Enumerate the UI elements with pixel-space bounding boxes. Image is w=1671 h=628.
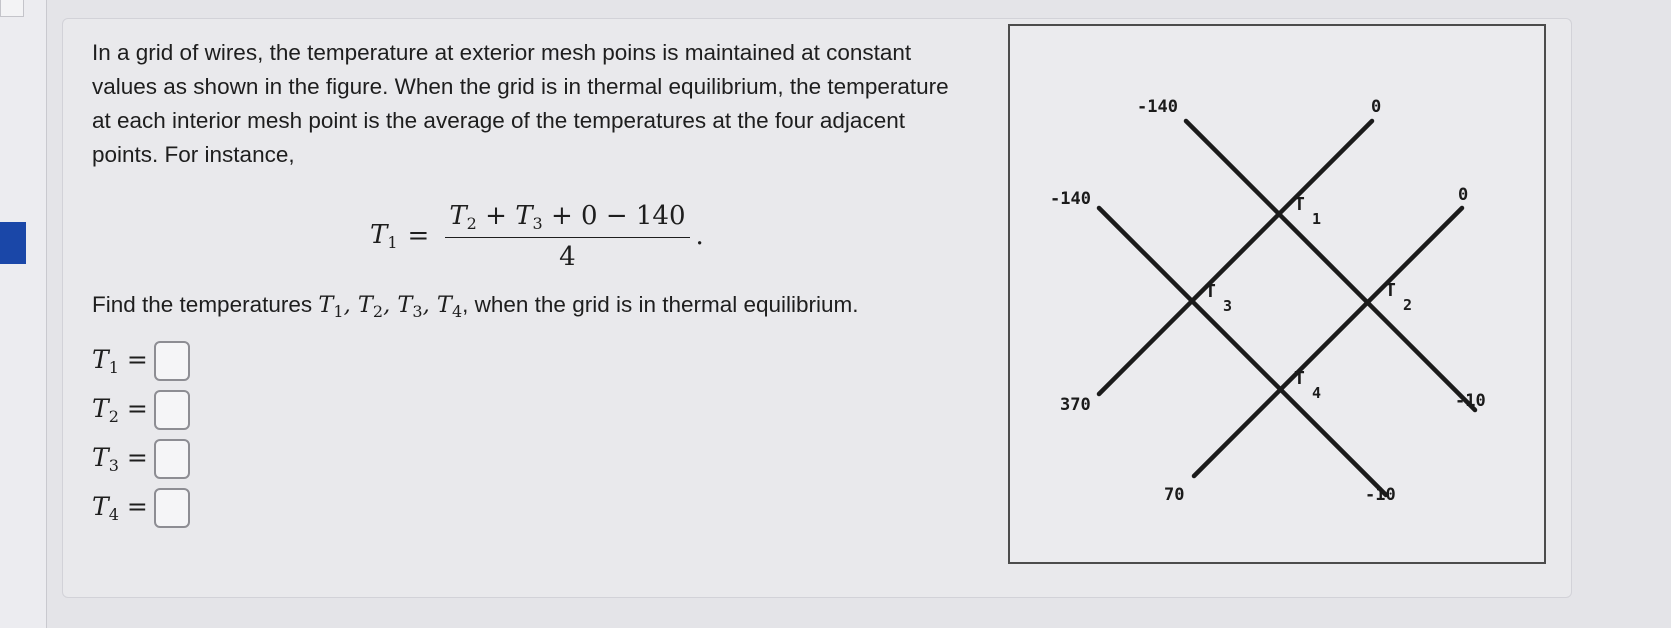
svg-text:T: T [1385, 280, 1396, 301]
node-t3 [1205, 281, 1232, 315]
label-bottom-right: -10 [1365, 485, 1396, 505]
answer-input-t4[interactable] [154, 488, 190, 528]
find-variables: $T_1$, $T_2$, $T_3$, $T_4$ [318, 292, 463, 321]
wire-c [1099, 121, 1372, 394]
find-variable: $T_4$ [436, 292, 463, 321]
svg-text:4: 4 [1312, 384, 1322, 402]
formula-period: . [695, 221, 704, 251]
svg-text:T: T [1294, 368, 1305, 389]
question-text: In a grid of wires, the temperature at exterior mesh poins is maintained at constant values as shown in the figure. When the grid is in thermal equilibrium, the temperature at each interior mesh point is the average of the temperatures at the four adjacent points. For instance, [92, 40, 949, 167]
answer-row-t1 [92, 336, 190, 385]
answer-input-t3[interactable] [154, 439, 190, 479]
label-upper-left: -140 [1050, 189, 1091, 209]
left-sidebar-strip [0, 0, 47, 628]
formula-equals: = [407, 221, 430, 251]
label-top-left: -140 [1137, 97, 1178, 117]
answer-list [92, 336, 190, 532]
wire-grid-diagram [1010, 26, 1544, 562]
label-top-right: 0 [1371, 97, 1382, 117]
answer-label-t1: $T_1$ = [92, 344, 148, 377]
label-bottom-left: 70 [1164, 485, 1185, 505]
answer-row-t3 [92, 434, 190, 483]
answer-label-t2: $T_2$ = [92, 393, 148, 426]
svg-text:T: T [1294, 194, 1305, 215]
svg-text:1: 1 [1312, 210, 1322, 228]
current-question-marker[interactable] [0, 222, 26, 264]
answer-label-t4: $T_4$ = [92, 491, 148, 524]
formula-denominator: 4 [559, 241, 576, 272]
find-variable: $T_3$ [397, 292, 423, 321]
svg-text:3: 3 [1223, 297, 1233, 315]
label-upper-right: 0 [1458, 185, 1469, 205]
answer-label-t3: $T_3$ = [92, 442, 148, 475]
answer-input-t2[interactable] [154, 390, 190, 430]
label-lower-left: 370 [1060, 395, 1091, 415]
node-t2 [1385, 280, 1412, 314]
svg-text:2: 2 [1403, 296, 1413, 314]
node-t4 [1294, 368, 1321, 402]
wire-grid-figure [1008, 24, 1546, 564]
formula-fraction [445, 201, 689, 272]
node-t1 [1294, 194, 1321, 228]
grid-wires [1099, 121, 1475, 495]
answer-row-t4 [92, 483, 190, 532]
find-variable: $T_1$ [318, 292, 344, 321]
answer-input-t1[interactable] [154, 341, 190, 381]
label-lower-right: -10 [1455, 391, 1486, 411]
find-instruction: Find the temperatures $T_1$, $T_2$, $T_3$, $T_4$, when the grid is in thermal equilibrium. [92, 292, 859, 321]
find-variable: $T_2$ [357, 292, 384, 321]
formula-lhs: $T_1$ [370, 220, 398, 252]
svg-text:T: T [1205, 281, 1216, 302]
formula-numerator: $T_2 + T_3 + 0 - 140$ [445, 201, 689, 238]
answer-row-t2 [92, 385, 190, 434]
sidebar-tab[interactable] [0, 0, 24, 17]
example-formula [370, 200, 704, 272]
